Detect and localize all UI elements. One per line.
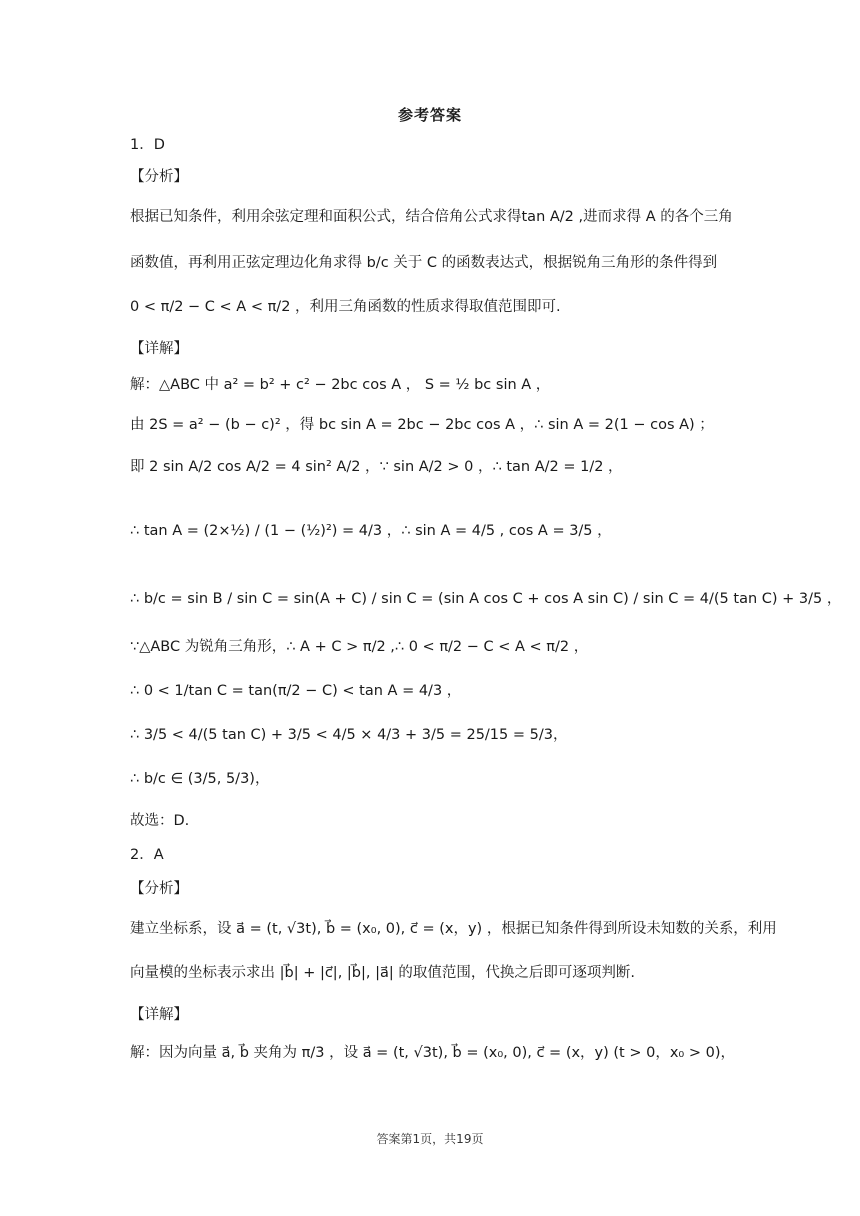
q1-answer: 1．D (130, 137, 165, 153)
q1-detail-line-7: ∴ 0 < 1/tan C = tan(π/2 − C) < tan A = 4/3 ， (130, 683, 462, 699)
page-title: 参考答案 (397, 106, 462, 124)
q1-detail-line-3: 即 2 sin A/2 cos A/2 = 4 sin² A/2 ，∵ sin A/2 > 0 ，∴ tan A/2 = 1/2 ， (130, 459, 623, 475)
q2-detail-line-1: 解：因为向量 a⃗, b⃗ 夹角为 π/3 ，设 a⃗ = (t, √3t), b⃗ = (x₀, 0), c⃗ = (x，y) (t > 0，x₀ > 0)， (130, 1045, 735, 1061)
q1-analysis-line-3: 0 < π/2 − C < A < π/2 ，利用三角函数的性质求得取值范围即可. (130, 299, 561, 315)
page-footer: 答案第1页，共19页 (376, 1132, 484, 1146)
q2-analysis-line-2: 向量模的坐标表示求出 |b⃗| + |c⃗|, |b⃗|, |a⃗| 的取值范围，代换之后即可逐项判断. (130, 965, 635, 981)
q1-detail-line-2: 由 2S = a² − (b − c)² ，得 bc sin A = 2bc − 2bc cos A ，∴ sin A = 2(1 − cos A) ； (130, 417, 714, 433)
q2-analysis-line-1: 建立坐标系，设 a⃗ = (t, √3t), b⃗ = (x₀, 0), c⃗ = (x，y) ，根据已知条件得到所设未知数的关系，利用 (130, 921, 777, 937)
q2-detail-heading: 【详解】 (130, 1007, 188, 1023)
q1-detail-heading: 【详解】 (130, 341, 188, 357)
q1-detail-line-5: ∴ b/c = sin B / sin C = sin(A + C) / sin C = (sin A cos C + cos A sin C) / sin C = 4/(5 tan C) + 3/5 ， (130, 591, 842, 607)
q1-detail-line-4: ∴ tan A = (2×½) / (1 − (½)²) = 4/3 ，∴ sin A = 4/5 , cos A = 3/5 ， (130, 523, 612, 539)
q1-detail-line-9: ∴ b/c ∈ (3/5, 5/3)， (130, 771, 270, 787)
q1-analysis-line-1: 根据已知条件，利用余弦定理和面积公式，结合倍角公式求得tan A/2 ,进而求得 A 的各个三角 (130, 209, 733, 225)
q1-analysis-line-2: 函数值，再利用正弦定理边化角求得 b/c 关于 C 的函数表达式，根据锐角三角形的条件得到 (130, 255, 718, 271)
q1-analysis-heading: 【分析】 (130, 169, 188, 185)
q2-analysis-heading: 【分析】 (130, 881, 188, 897)
q2-answer: 2．A (130, 847, 164, 863)
q1-detail-line-8: ∴ 3/5 < 4/(5 tan C) + 3/5 < 4/5 × 4/3 + 3/5 = 25/15 = 5/3， (130, 727, 568, 743)
q1-detail-line-1: 解：△ABC 中 a² = b² + c² − 2bc cos A ， S = ½ bc sin A ， (130, 377, 551, 393)
q1-conclusion: 故选：D. (130, 813, 190, 829)
q1-detail-line-6: ∵△ABC 为锐角三角形，∴ A + C > π/2 ,∴ 0 < π/2 − C < A < π/2 ， (130, 639, 589, 655)
